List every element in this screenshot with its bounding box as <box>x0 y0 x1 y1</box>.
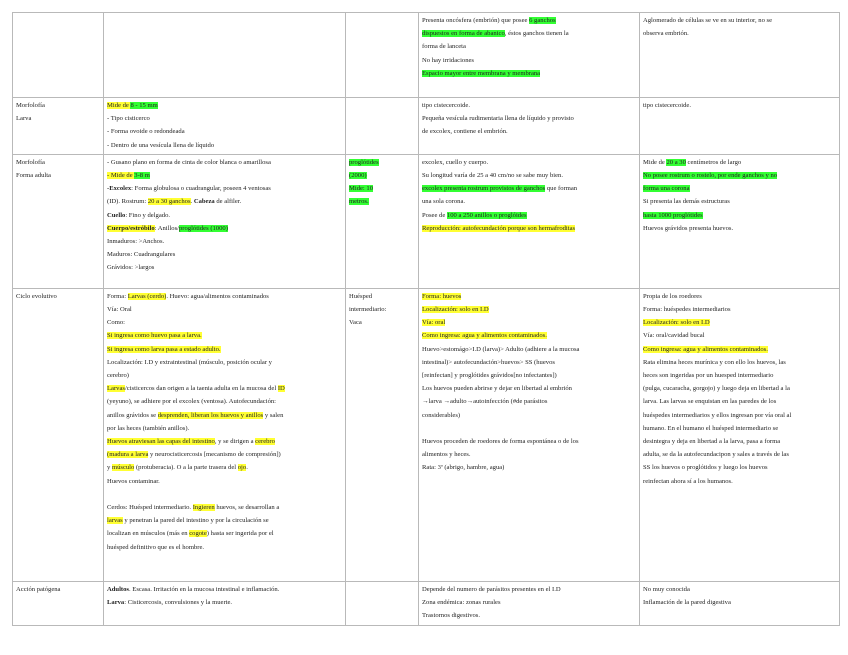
cell-line <box>422 125 636 138</box>
cell-line <box>643 422 836 435</box>
text-run: larvas <box>107 517 123 525</box>
text-run: 20 a 30 ganchos <box>147 198 191 206</box>
text-run: Como: <box>107 319 125 327</box>
text-run: huéspedes intermediarios y ellos ingresan por vía oral al <box>643 411 792 419</box>
text-run: Vía: oral <box>422 319 446 327</box>
text-run: (protuberacia). O a la parte trasera del <box>134 464 238 472</box>
table-row <box>13 98 840 155</box>
text-run: una sola corona. <box>422 198 466 206</box>
text-run: Huevos atraviesan las capas del intestino <box>107 438 215 446</box>
text-run: Localización: solo en I.D <box>643 319 710 327</box>
text-run: No muy conocida <box>643 585 690 593</box>
table-cell-c3 <box>346 13 419 98</box>
text-run: 100 a 250 anillos o proglóides <box>446 211 527 219</box>
cell-line <box>422 596 636 609</box>
cell-line <box>107 222 342 235</box>
text-run: Presenta oncósfera (embrión) que posee <box>422 17 530 24</box>
cell-line <box>107 343 342 356</box>
cell-line <box>107 448 342 461</box>
text-run: proglótides <box>349 158 379 166</box>
cell-line <box>643 99 836 112</box>
cell-line <box>422 27 636 40</box>
cell-line <box>107 235 342 248</box>
cell-line <box>349 169 415 182</box>
text-run: : Fino y delgado. <box>125 211 171 219</box>
table-cell-c4 <box>419 98 640 155</box>
text-run: 20 a 30 <box>666 158 686 166</box>
cell-line <box>349 316 415 329</box>
cell-line <box>349 156 415 169</box>
text-run: intermediario: <box>349 306 387 314</box>
table-cell-c5 <box>640 154 840 288</box>
text-run: Acción patógena <box>16 585 61 593</box>
text-run: Si presenta las demás estructuras <box>643 198 730 206</box>
parasite-comparison-table <box>12 12 840 626</box>
text-run: considerables) <box>422 411 461 419</box>
cell-line <box>16 112 100 125</box>
text-run: y neurocisticercosis [mecanismo de compresión]) <box>148 451 281 459</box>
cell-line <box>422 303 636 316</box>
text-run: Forma: huéspedes intermediarios <box>643 306 731 314</box>
cell-line <box>349 290 415 303</box>
cell-line <box>107 435 342 448</box>
text-run: Cerdos: Huésped intermediario. <box>107 504 193 512</box>
text-run: músculo <box>111 464 135 472</box>
text-run: Cuello <box>107 211 126 219</box>
table-cell-c3 <box>346 98 419 155</box>
table-cell-c5 <box>640 581 840 625</box>
table-cell-c4 <box>419 288 640 581</box>
text-run: . Escasa. Irritación en la mucosa intestinal e inflamación. <box>129 585 280 593</box>
cell-line <box>16 99 100 112</box>
text-run: desprenden, liberan los huevos y anillos <box>157 411 264 419</box>
cell-line <box>107 369 342 382</box>
text-run: Vía: oral/cavidad bucal <box>643 332 705 340</box>
text-run: Como ingresa: agua y alimentos contaminados. <box>422 332 547 340</box>
table-cell-c4 <box>419 581 640 625</box>
cell-line <box>107 583 342 596</box>
cell-line <box>643 222 836 235</box>
text-run: - Forma ovoide o redondeada <box>107 128 185 136</box>
text-run: Larvas <box>107 385 125 393</box>
cell-line <box>107 261 342 274</box>
text-run: Cuerpo/estróbilo <box>107 224 155 232</box>
text-run: Larva <box>107 599 125 607</box>
text-run: Vaca <box>349 319 362 327</box>
text-run: - Dentro de una vesícula llena de líquido <box>107 141 215 149</box>
text-run: Inflamación de la pared digestiva <box>643 599 731 607</box>
cell-line <box>422 156 636 169</box>
text-run: Forma: huevos <box>422 292 462 300</box>
cell-line <box>643 329 836 342</box>
text-run: humano. En el humano el huésped intermediario se <box>643 424 779 432</box>
table-row <box>13 154 840 288</box>
text-run: Zona endémica: zonas rurales <box>422 599 501 607</box>
text-run: heces son ingeridas por un huesped intermediario <box>643 372 774 380</box>
text-run: Localización: I.D y extraintestinal (músculo, posición ocular y <box>107 358 272 366</box>
cell-line <box>107 209 342 222</box>
text-run: ) hasta ser ingerida por el <box>206 530 274 538</box>
text-run: proglótides (1000) <box>179 224 228 232</box>
table-cell-c3 <box>346 154 419 288</box>
cell-line <box>643 475 836 488</box>
cell-line <box>422 461 636 474</box>
text-run: : Forma globulosa o cuadrangular, poseen 4 ventosas <box>131 185 271 193</box>
text-run: 6 ganchos <box>529 17 556 24</box>
text-run: Ingieren <box>192 504 215 512</box>
text-run: Inmaduros: >Anchos. <box>107 238 165 246</box>
text-run: Reproducción: autofecundación porque son hermafroditas <box>422 224 576 232</box>
cell-line <box>643 583 836 596</box>
cell-line <box>349 303 415 316</box>
cell-line <box>107 290 342 303</box>
text-run: y penetran la pared del intestino y por la circulación se <box>122 517 269 525</box>
text-run: anillos grávidos se <box>107 411 158 419</box>
text-run: 8 - 15 mm <box>130 102 158 109</box>
cell-line <box>107 112 342 125</box>
text-run: metros. <box>349 198 369 206</box>
text-run: →larva →adulto→autoinfección (#de parásitos <box>422 398 548 406</box>
cell-line <box>422 169 636 182</box>
cell-line <box>422 448 636 461</box>
text-run: Propia de los roedores <box>643 292 702 300</box>
text-run: Depende del numero de parásitos presentes en el I.D <box>422 585 561 593</box>
text-run: Pequeña vesícula rudimentaria llena de líquido y provisto <box>422 115 574 123</box>
text-run: . <box>246 464 248 472</box>
text-run: Si ingresa como huevo pasa a larva. <box>107 332 202 340</box>
cell-line <box>422 435 636 448</box>
cell-line <box>107 382 342 395</box>
table-cell-c1 <box>13 288 104 581</box>
cell-line <box>107 303 342 316</box>
cell-line <box>422 195 636 208</box>
text-run: Trastornos digestivos. <box>422 612 481 620</box>
cell-line <box>349 195 415 208</box>
cell-line <box>422 583 636 596</box>
text-run: Forma adulta <box>16 172 51 180</box>
text-run: ID <box>277 385 285 393</box>
table-cell-c5 <box>640 98 840 155</box>
table-cell-c4 <box>419 13 640 98</box>
text-run: No posee rostrum o rostelo, por ende ganchos y no <box>643 172 778 180</box>
text-run: alimentos y heces. <box>422 451 471 459</box>
cell-line <box>422 209 636 222</box>
cell-line <box>643 435 836 448</box>
text-run: forma de lanceta <box>422 43 466 51</box>
text-run: excolex, cuello y cuerpo. <box>422 158 489 166</box>
cell-line <box>643 209 836 222</box>
cell-line <box>422 222 636 235</box>
text-run: desintegra y deja en libertad a la larva, pasa a forma <box>643 438 781 446</box>
cell-line <box>107 169 342 182</box>
text-run: Vía: Oral <box>107 306 132 314</box>
cell-line <box>643 369 836 382</box>
table-cell-c3 <box>346 581 419 625</box>
text-run: Morfolofía <box>16 158 45 166</box>
text-run: Cabeza <box>193 198 215 206</box>
table-cell-c2 <box>104 98 346 155</box>
text-run: Aglomerado de células se ve en su interior, no se <box>643 17 773 24</box>
cell-line <box>422 290 636 303</box>
cell-line <box>422 409 636 422</box>
text-run: /cisticercos dan origen a la taenia adulta en la mucosa del <box>124 385 278 393</box>
text-run: de alfiler. <box>214 198 242 206</box>
text-run: Grávidos: >largos <box>107 264 155 272</box>
text-run: y salen <box>263 411 284 419</box>
cell-line <box>643 316 836 329</box>
cell-line <box>107 125 342 138</box>
cell-line <box>107 541 342 554</box>
text-run: Huésped <box>349 292 373 300</box>
cell-line <box>422 356 636 369</box>
cell-line <box>107 356 342 369</box>
cell-line <box>643 448 836 461</box>
text-run: tipo cistecercoide. <box>643 102 691 109</box>
cell-line <box>422 609 636 622</box>
cell-line <box>643 303 836 316</box>
cell-line <box>422 329 636 342</box>
cell-line <box>16 583 100 596</box>
text-run: Larvas (cerdo) <box>127 292 167 300</box>
text-run: adulta, se da la autofecundacipon y sales a través de las <box>643 451 789 459</box>
text-run: Mide de <box>107 102 131 109</box>
table-row <box>13 13 840 98</box>
cell-line <box>422 99 636 112</box>
cell-line <box>422 343 636 356</box>
table-cell-c1 <box>13 98 104 155</box>
cell-line <box>107 248 342 261</box>
text-run: Los huevos pueden abrirse y dejar en libertad al embrión <box>422 385 572 393</box>
cell-line <box>422 422 636 435</box>
cell-line <box>422 14 636 27</box>
cell-line <box>349 182 415 195</box>
text-run: Larva <box>16 115 32 123</box>
cell-line <box>643 409 836 422</box>
cell-line <box>107 527 342 540</box>
cell-line <box>422 382 636 395</box>
text-run: larva. Las larvas se enquistan en las paredes de los <box>643 398 777 406</box>
text-run: -Excolex <box>107 185 132 193</box>
cell-line <box>422 40 636 53</box>
text-run: (2000) <box>349 172 367 180</box>
text-run: No hay irridaciones <box>422 56 474 64</box>
text-run: Adultos <box>107 585 129 593</box>
table-body <box>13 13 840 626</box>
cell-line <box>643 195 836 208</box>
text-run: (yeyuno), se adhiere por el excolex (ventosa). Autofecundación: <box>107 398 276 406</box>
cell-line <box>422 112 636 125</box>
text-run: de excolex, contiene el embrión. <box>422 128 508 136</box>
text-run: observa embrión. <box>643 30 689 38</box>
table-row <box>13 581 840 625</box>
cell-line <box>107 475 342 488</box>
cell-line <box>422 54 636 67</box>
cell-line <box>107 195 342 208</box>
text-run: Rata: 3ª (abrigo, hambre, agua) <box>422 464 505 472</box>
table-cell-c2 <box>104 288 346 581</box>
text-run: , y se dirigen a <box>214 438 256 446</box>
text-run: , éstos ganchos tienen la <box>504 30 569 38</box>
text-run: - Mide de <box>107 172 135 180</box>
cell-line <box>643 290 836 303</box>
cell-line <box>643 14 836 27</box>
table-cell-c2 <box>104 13 346 98</box>
cell-line <box>643 156 836 169</box>
cell-line <box>643 596 836 609</box>
table-cell-c1 <box>13 154 104 288</box>
text-run: Mide: 10 <box>349 185 373 193</box>
table-cell-c1 <box>13 13 104 98</box>
cell-line <box>16 169 100 182</box>
cell-line <box>643 27 836 40</box>
text-run: Como ingresa: agua y alimentos contaminados. <box>643 345 768 353</box>
cell-line <box>107 182 342 195</box>
cell-line <box>422 182 636 195</box>
cell-line <box>107 99 342 112</box>
text-run: hasta 1000 proglótides <box>643 211 703 219</box>
text-run: huésped definitivo que es el hombre. <box>107 543 205 551</box>
text-run: [reinfectan] y proglótides grávidos[no infectantes]) <box>422 372 557 380</box>
text-run: . Huevo: agua/alimentos contaminados <box>166 292 269 300</box>
cell-line <box>107 329 342 342</box>
cell-line <box>643 395 836 408</box>
text-run: por las heces (también anillos). <box>107 424 190 432</box>
table-cell-c2 <box>104 581 346 625</box>
text-run: Maduros: Cuadrangulares <box>107 251 176 259</box>
cell-line <box>107 501 342 514</box>
cell-line <box>643 382 836 395</box>
cell-line <box>107 316 342 329</box>
text-run: Si ingresa como larva pasa a estado adulto. <box>107 345 221 353</box>
text-run: (pulga, cucaracha, gorgojo) y luego deja en libertad a la <box>643 385 790 393</box>
text-run: Huevos grávidos presenta huevos. <box>643 224 734 232</box>
text-run: - Gusano plano en forma de cinta de color blanca o amarillosa <box>107 158 271 166</box>
text-run: 3-8 m <box>134 172 150 180</box>
cell-line <box>107 488 342 501</box>
text-run: huevos, se desarrollan a <box>214 504 280 512</box>
text-run: Huevos proceden de roedores de forma espontánea o de los <box>422 438 579 446</box>
text-run: excolex presenta rostrum provistos de ganchos <box>422 185 546 193</box>
text-run: tipo cistecercoide. <box>422 102 470 109</box>
text-run: (ID). Rostrum: <box>107 198 148 206</box>
text-run: Su longitud varía de 25 a 40 cm/no se sabe muy bien. <box>422 172 564 180</box>
text-run: cerebro <box>255 438 275 446</box>
cell-line <box>107 514 342 527</box>
text-run: - Tipo cisticerco <box>107 115 150 123</box>
cell-line <box>643 169 836 182</box>
text-run: SS los huevos o proglótidos y luego los huevos <box>643 464 768 472</box>
table-cell-c1 <box>13 581 104 625</box>
text-run: y <box>107 464 112 472</box>
cell-line <box>643 356 836 369</box>
text-run: cerebro) <box>107 372 129 380</box>
cell-line <box>16 156 100 169</box>
table-cell-c4 <box>419 154 640 288</box>
text-run: centímetros de largo <box>685 158 742 166</box>
cell-line <box>422 369 636 382</box>
text-run: dispuestos en forma de abanico <box>422 30 505 38</box>
cell-line <box>107 409 342 422</box>
cell-line <box>107 422 342 435</box>
text-run: cogote <box>189 530 207 538</box>
cell-line <box>107 596 342 609</box>
cell-line <box>643 343 836 356</box>
text-run: : Cisticercosis, convulsiones y la muerte. <box>124 599 233 607</box>
text-run: Ciclo evolutivo <box>16 292 57 300</box>
document-page <box>12 12 834 626</box>
cell-line <box>107 395 342 408</box>
text-run: intestinal)> autofecundación>huevos> SS (huevos <box>422 358 555 366</box>
table-cell-c2 <box>104 154 346 288</box>
cell-line <box>422 67 636 80</box>
text-run: localizan en músculos (más en <box>107 530 190 538</box>
text-run: : Anillos/ <box>154 224 179 232</box>
cell-line <box>107 139 342 152</box>
cell-line <box>107 156 342 169</box>
text-run: Rata elimina heces murínica y con ello los huevos, las <box>643 358 786 366</box>
text-run: reinfectan ahora sí a los humanos. <box>643 477 733 485</box>
cell-line <box>107 461 342 474</box>
cell-line <box>422 316 636 329</box>
cell-line <box>643 182 836 195</box>
text-run: Posee de <box>422 211 447 219</box>
table-cell-c3 <box>346 288 419 581</box>
table-cell-c5 <box>640 13 840 98</box>
table-cell-c5 <box>640 288 840 581</box>
text-run: Huevo>estomágo>I.D (larva)> Adulto (adhiere a la mucosa <box>422 345 580 353</box>
text-run: . <box>190 198 194 206</box>
cell-line <box>422 395 636 408</box>
text-run: Huevos contaminar. <box>107 477 160 485</box>
text-run: que forman <box>545 185 578 193</box>
text-run: ojo <box>237 464 247 472</box>
cell-line <box>643 461 836 474</box>
text-run: Localización: solo en I.D <box>422 306 489 314</box>
text-run: Espacio mayor entre membrana y membrana <box>422 69 541 77</box>
text-run: Forma: <box>107 292 128 300</box>
text-run: forma una corona <box>643 185 690 193</box>
table-row <box>13 288 840 581</box>
cell-line <box>16 290 100 303</box>
text-run: Morfolofía <box>16 102 45 109</box>
text-run: (madura a larva <box>107 451 149 459</box>
text-run: Mide de <box>643 158 667 166</box>
